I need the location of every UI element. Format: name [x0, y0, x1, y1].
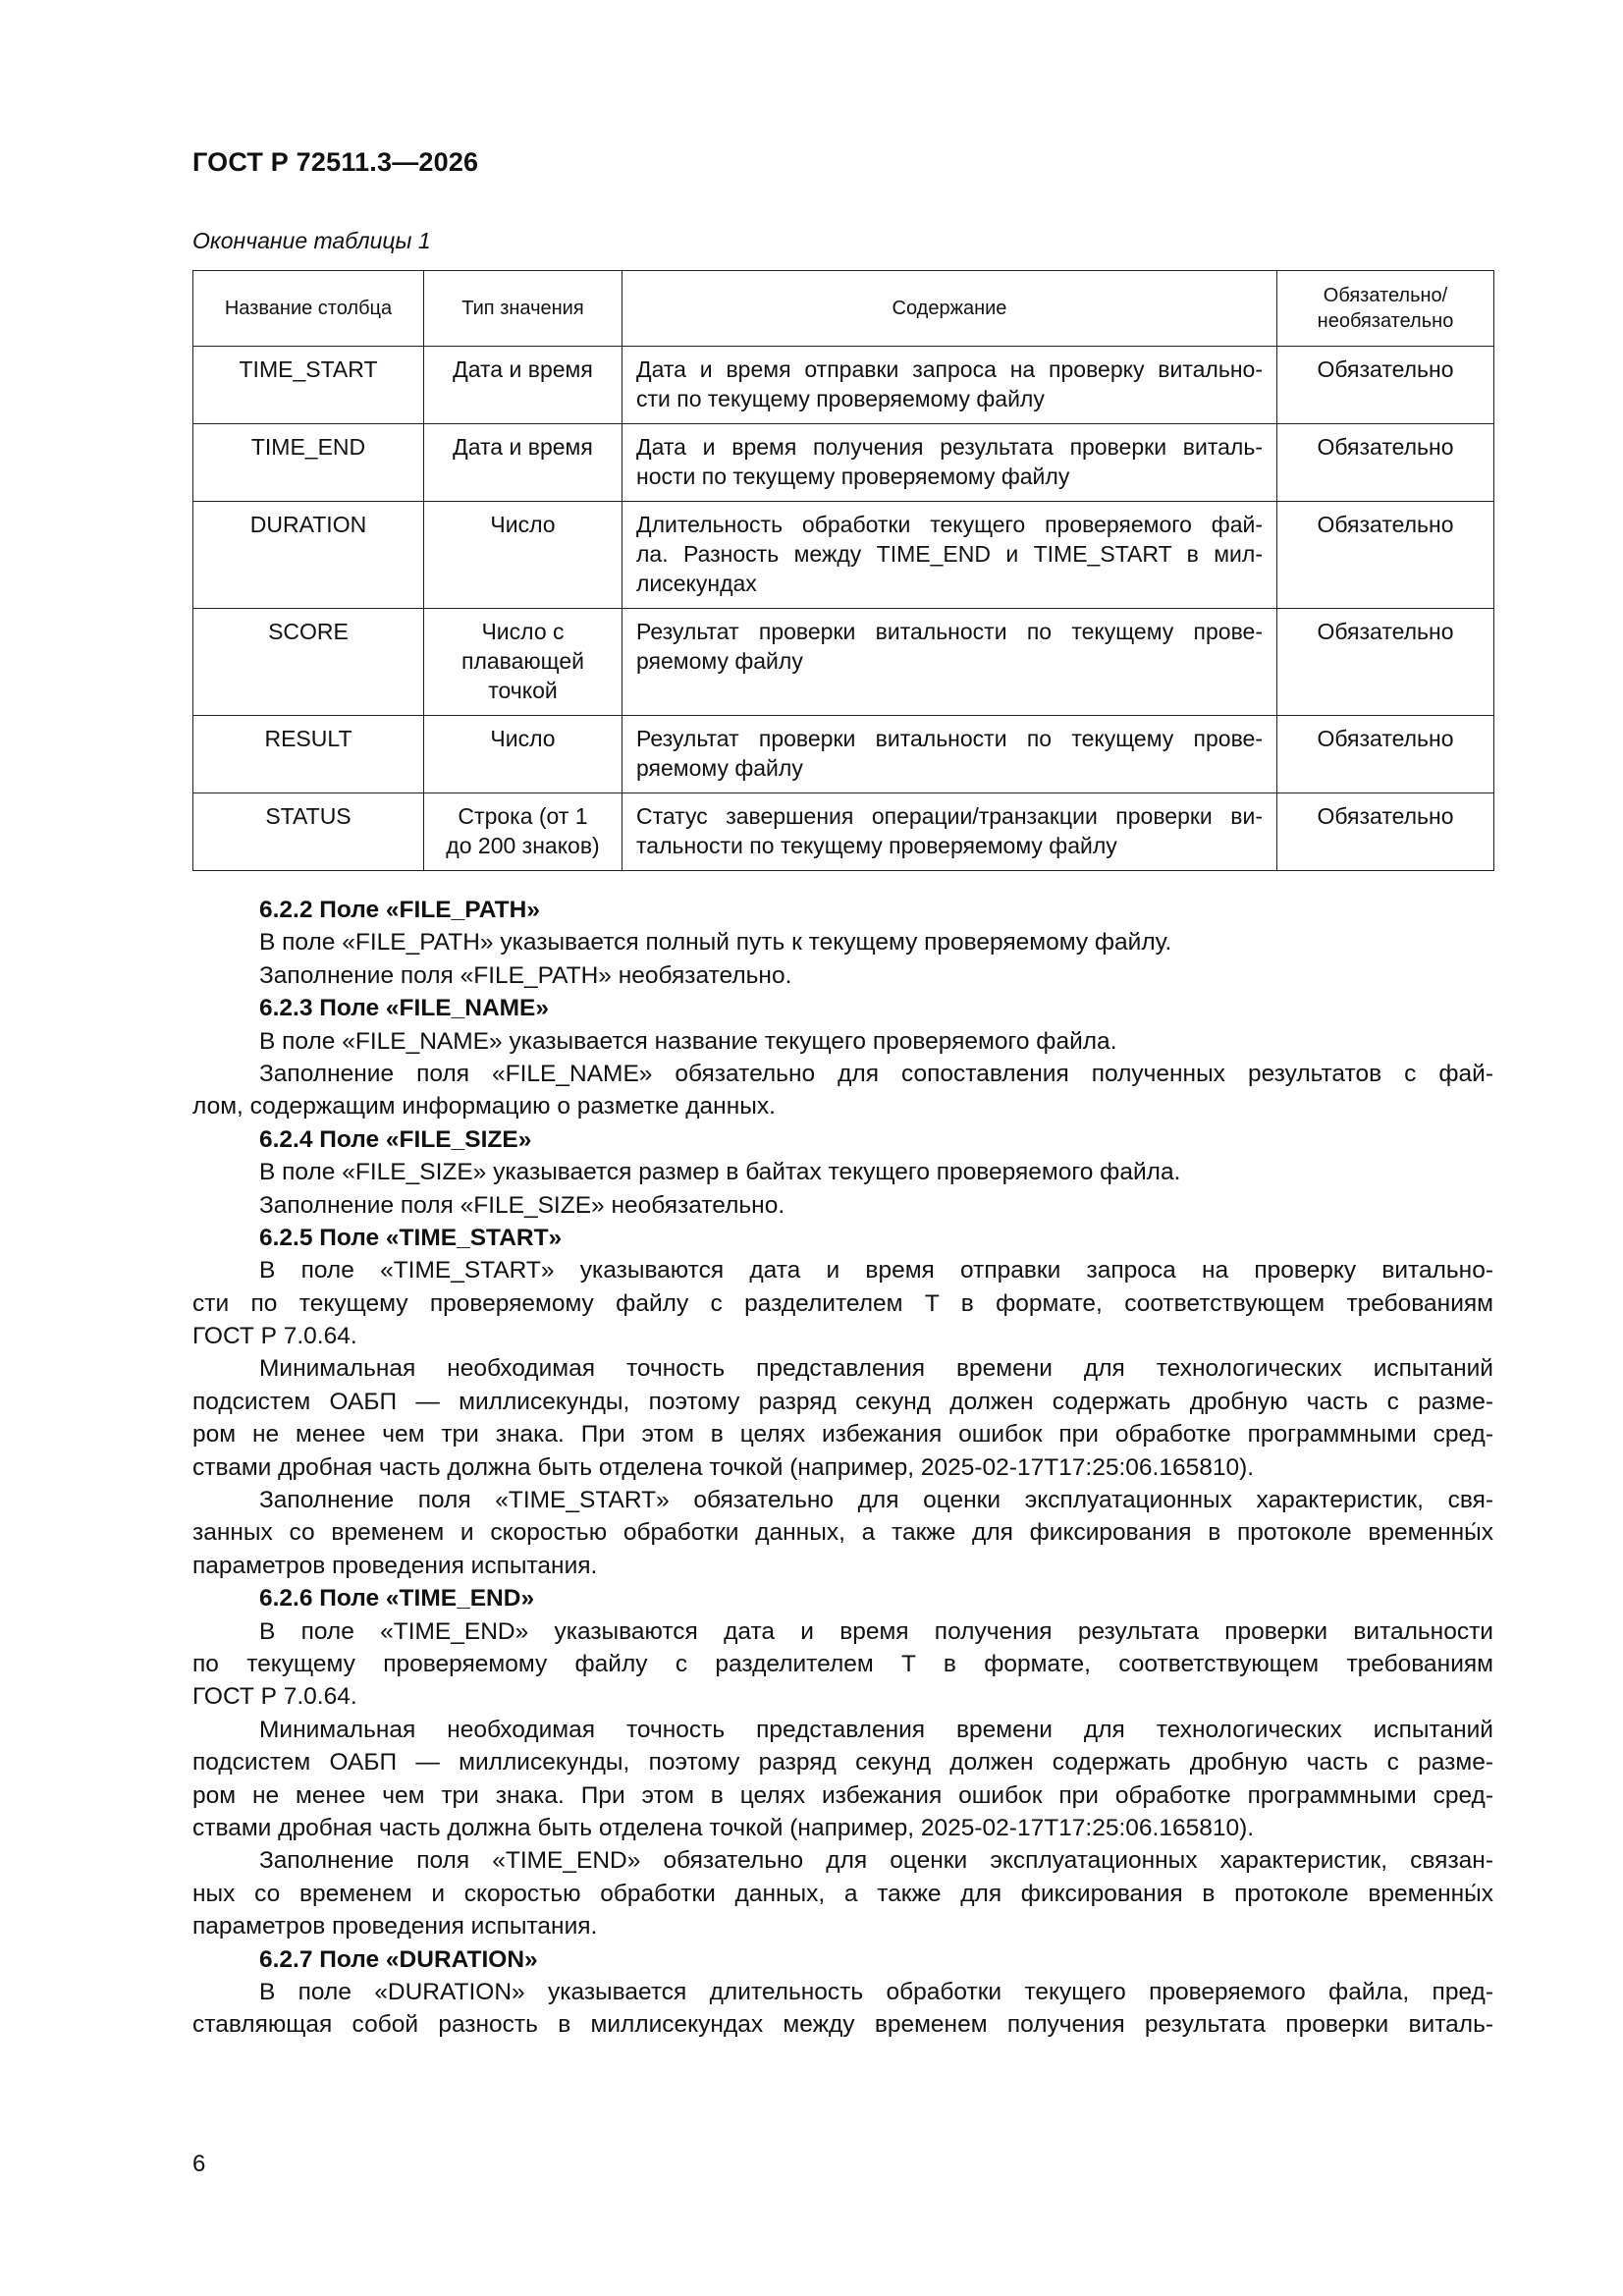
paragraph-line: параметров проведения испытания. — [192, 1552, 598, 1579]
cell-line: плавающей — [461, 648, 584, 674]
header-line: Обязательно/ — [1323, 285, 1448, 306]
section-heading: 6.2.6 Поле «TIME_END» — [259, 1585, 535, 1613]
paragraph-line: В поле «TIME_END» указываются дата и время получения результата проверки витальности — [259, 1617, 1493, 1645]
cell-content — [622, 424, 1277, 502]
paragraph-line: ных со временем и скоростью обработки данных, а также для фиксирования в протоколе временны́х — [192, 1880, 1493, 1907]
cell-column-name — [193, 609, 424, 716]
cell-line: Обязательно — [1317, 356, 1454, 382]
paragraph-line: ГОСТ Р 7.0.64. — [192, 1323, 357, 1350]
cell-required — [1277, 716, 1494, 793]
cell-required — [1277, 609, 1494, 716]
cell-required — [1277, 502, 1494, 609]
table-row — [193, 716, 1494, 793]
table-row — [193, 347, 1494, 424]
paragraph-line: по текущему проверяемому файлу с разделителем T в формате, соответствующем требованиям — [192, 1650, 1493, 1677]
paragraph-line: ставляющая собой разность в миллисекундах между временем получения результата проверки виталь- — [192, 2011, 1493, 2039]
section-heading: 6.2.2 Поле «FILE_PATH» — [259, 897, 540, 923]
cell-line: тальности по текущему проверяемому файлу — [636, 833, 1117, 858]
body-text — [192, 894, 1493, 2042]
cell-column-name — [193, 347, 424, 424]
cell-required — [1277, 424, 1494, 502]
section-heading: 6.2.7 Поле «DURATION» — [259, 1945, 538, 1973]
cell-line: ряемому файлу — [636, 648, 803, 674]
cell-line: RESULT — [264, 726, 352, 751]
cell-line: Длительность обработки текущего проверяемого фай- — [636, 512, 1263, 537]
paragraph-line: ГОСТ Р 7.0.64. — [192, 1683, 357, 1711]
paragraph-line: В поле «TIME_START» указываются дата и время отправки запроса на проверку витально- — [259, 1257, 1493, 1285]
cell-line: Число с — [481, 619, 565, 644]
cell-line: Обязательно — [1317, 726, 1454, 751]
cell-line: Дата и время — [453, 356, 593, 382]
cell-line: ности по текущему проверяемому файлу — [636, 464, 1070, 489]
header-line: Тип значения — [461, 298, 584, 319]
table-row — [193, 609, 1494, 716]
paragraph-line: Заполнение поля «FILE_PATH» необязательно. — [259, 961, 792, 989]
paragraph-line: лом, содержащим информацию о разметке данных. — [192, 1093, 776, 1121]
cell-line: лисекундах — [636, 571, 757, 596]
cell-line: точкой — [488, 678, 558, 703]
header-line: Название столбца — [224, 298, 393, 319]
cell-content — [622, 609, 1277, 716]
page-number: 6 — [192, 2151, 206, 2177]
paragraph-line: сти по текущему проверяемому файлу с разделителем T в формате, соответствующем требованиям — [192, 1289, 1493, 1317]
cell-content — [622, 793, 1277, 871]
paragraph-line: ром не менее чем три знака. При этом в целях избежания ошибок при обработке программными сред- — [192, 1421, 1493, 1449]
cell-content — [622, 716, 1277, 793]
table-header-row — [193, 271, 1494, 347]
paragraph-line: подсистем ОАБП — миллисекунды, поэтому разряд секунд должен содержать дробную часть с разме- — [192, 1388, 1493, 1415]
cell-line: до 200 знаков) — [446, 833, 600, 858]
cell-line: TIME_END — [250, 434, 366, 460]
cell-line: Число — [490, 512, 556, 537]
paragraph-line: Минимальная необходимая точность представления времени для технологических испытаний — [259, 1716, 1493, 1743]
cell-line: Обязательно — [1317, 619, 1454, 644]
cell-line: TIME_START — [239, 356, 378, 382]
paragraph-line: В поле «FILE_SIZE» указывается размер в байтах текущего проверяемого файла. — [259, 1159, 1181, 1186]
cell-line: Дата и время — [453, 434, 593, 460]
cell-line: Обязательно — [1317, 434, 1454, 460]
cell-value-type — [424, 609, 622, 716]
cell-column-name — [193, 502, 424, 609]
cell-line: Обязательно — [1317, 512, 1454, 537]
paragraph-line: Минимальная необходимая точность представления времени для технологических испытаний — [259, 1355, 1493, 1383]
paragraph-line: Заполнение поля «TIME_START» обязательно для оценки эксплуатационных характеристик, свя- — [259, 1487, 1493, 1514]
paragraph-line: ствами дробная часть должна быть отделена точкой (например, 2025-02-17T17:25:06.165810). — [192, 1453, 1255, 1481]
header-line: Содержание — [892, 298, 1007, 319]
cell-line: ряемому файлу — [636, 755, 803, 781]
paragraph-line: ром не менее чем три знака. При этом в целях избежания ошибок при обработке программными сред- — [192, 1781, 1493, 1809]
paragraph-line: занных со временем и скоростью обработки данных, а также для фиксирования в протоколе временны́х — [192, 1519, 1493, 1547]
section-heading: 6.2.4 Поле «FILE_SIZE» — [259, 1125, 532, 1153]
cell-line: Дата и время отправки запроса на проверку витально- — [636, 356, 1263, 382]
cell-line: Результат проверки витальности по текущему прове- — [636, 619, 1263, 644]
cell-line: Обязательно — [1317, 803, 1454, 829]
cell-value-type — [424, 716, 622, 793]
cell-column-name — [193, 793, 424, 871]
cell-line: ла. Разность между TIME_END и TIME_START в мил- — [636, 541, 1263, 567]
column-header-content — [622, 271, 1277, 347]
cell-line: Статус завершения операции/транзакции проверки ви- — [636, 803, 1263, 829]
header-line: необязательно — [1317, 310, 1454, 332]
paragraph-line: В поле «FILE_NAME» указывается название текущего проверяемого файла. — [259, 1027, 1117, 1055]
cell-required — [1277, 347, 1494, 424]
cell-line: SCORE — [268, 619, 349, 644]
paragraph-line: В поле «FILE_PATH» указывается полный путь к текущему проверяемому файлу. — [259, 929, 1172, 957]
table-row — [193, 424, 1494, 502]
cell-value-type — [424, 502, 622, 609]
table-row — [193, 502, 1494, 609]
column-header-type — [424, 271, 622, 347]
cell-line: DURATION — [249, 512, 367, 537]
column-header-required — [1277, 271, 1494, 347]
cell-value-type — [424, 793, 622, 871]
table-row — [193, 793, 1494, 871]
cell-required — [1277, 793, 1494, 871]
cell-line: Строка (от 1 — [458, 803, 588, 829]
cell-line: Результат проверки витальности по текущему прове- — [636, 726, 1263, 751]
cell-line: сти по текущему проверяемому файлу — [636, 386, 1045, 411]
document-header: ГОСТ Р 72511.3—2026 — [192, 147, 479, 177]
paragraph-line: подсистем ОАБП — миллисекунды, поэтому разряд секунд должен содержать дробную часть с разме- — [192, 1749, 1493, 1777]
cell-line: Число — [490, 726, 556, 751]
paragraph-line: ствами дробная часть должна быть отделена точкой (например, 2025-02-17T17:25:06.165810). — [192, 1814, 1255, 1841]
paragraph-line: параметров проведения испытания. — [192, 1913, 598, 1941]
paragraph-line: Заполнение поля «FILE_NAME» обязательно для сопоставления полученных результатов с фай- — [259, 1060, 1493, 1087]
section-heading: 6.2.3 Поле «FILE_NAME» — [259, 995, 550, 1022]
section-heading: 6.2.5 Поле «TIME_START» — [259, 1224, 563, 1251]
cell-value-type — [424, 347, 622, 424]
cell-line: STATUS — [265, 803, 352, 829]
cell-content — [622, 502, 1277, 609]
cell-column-name — [193, 716, 424, 793]
table-caption: Окончание таблицы 1 — [192, 228, 431, 253]
cell-column-name — [193, 424, 424, 502]
fields-table — [192, 270, 1494, 871]
table-body — [193, 347, 1494, 871]
cell-value-type — [424, 424, 622, 502]
column-header-name — [193, 271, 424, 347]
paragraph-line: Заполнение поля «TIME_END» обязательно для оценки эксплуатационных характеристик, связан- — [259, 1847, 1493, 1875]
paragraph-line: В поле «DURATION» указывается длительность обработки текущего проверяемого файла, пред- — [259, 1978, 1493, 2005]
paragraph-line: Заполнение поля «FILE_SIZE» необязательно. — [259, 1191, 785, 1219]
cell-line: Дата и время получения результата проверки виталь- — [636, 434, 1263, 460]
cell-content — [622, 347, 1277, 424]
